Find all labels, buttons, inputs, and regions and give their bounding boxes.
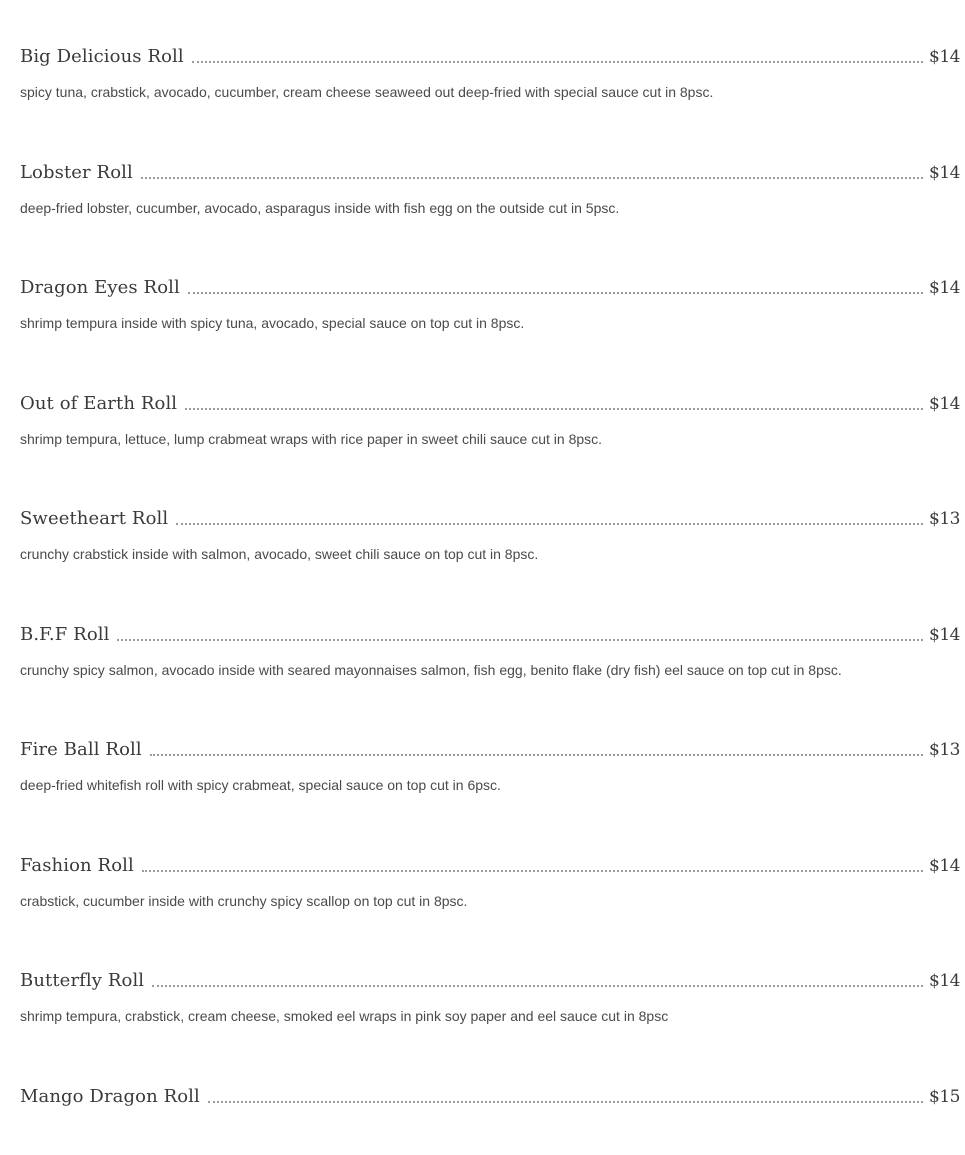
menu-item — [20, 1040, 960, 1155]
dotted-leader — [150, 754, 923, 756]
menu-item — [20, 0, 960, 116]
menu-item-name: Fire Ball Roll — [20, 739, 142, 761]
menu-item-price: $15 — [929, 1086, 960, 1108]
menu-item-name: Mango Dragon Roll — [20, 1086, 200, 1108]
menu-item-header — [20, 42, 960, 68]
menu-item-price: $13 — [929, 739, 960, 761]
menu-item — [20, 578, 960, 694]
menu-item — [20, 809, 960, 925]
dotted-leader — [192, 61, 923, 63]
dotted-leader — [185, 408, 923, 410]
menu-item-header — [20, 1082, 960, 1108]
menu-item-price: $14 — [929, 624, 960, 646]
menu-item-name: Dragon Eyes Roll — [20, 277, 180, 299]
menu-item — [20, 116, 960, 232]
menu-item-name: B.F.F Roll — [20, 624, 109, 646]
menu-item-header — [20, 620, 960, 646]
menu-item-name: Sweetheart Roll — [20, 508, 168, 530]
menu-item — [20, 231, 960, 347]
menu-item — [20, 924, 960, 1040]
dotted-leader — [117, 639, 923, 641]
menu-item-price: $14 — [929, 970, 960, 992]
menu-item-price: $14 — [929, 393, 960, 415]
menu-item-header — [20, 851, 960, 877]
dotted-leader — [142, 870, 923, 872]
menu-item-price: $14 — [929, 855, 960, 877]
dotted-leader — [188, 292, 923, 294]
menu-list — [20, 0, 960, 1155]
menu-item-header — [20, 504, 960, 530]
dotted-leader — [176, 523, 923, 525]
menu-item-name: Butterfly Roll — [20, 970, 144, 992]
menu-item — [20, 462, 960, 578]
menu-item-description: shrimp tempura inside with spicy tuna, avocado, special sauce on top cut in 8psc. — [20, 314, 960, 332]
menu-item-description: crunchy spicy salmon, avocado inside with seared mayonnaises salmon, fish egg, benito flake (dry fish) eel sauce on top cut in 8psc. — [20, 661, 960, 679]
menu-item-name: Out of Earth Roll — [20, 393, 177, 415]
menu-item — [20, 693, 960, 809]
dotted-leader — [141, 177, 923, 179]
menu-item-price: $14 — [929, 277, 960, 299]
menu-item-header — [20, 966, 960, 992]
menu-item-header — [20, 735, 960, 761]
menu-item-price: $14 — [929, 162, 960, 184]
dotted-leader — [208, 1101, 923, 1103]
menu-item-description: deep-fried whitefish roll with spicy crabmeat, special sauce on top cut in 6psc. — [20, 776, 960, 794]
dotted-leader — [152, 985, 923, 987]
menu-item — [20, 347, 960, 463]
menu-item-name: Lobster Roll — [20, 162, 133, 184]
menu-item-description: deep-fried lobster, cucumber, avocado, asparagus inside with fish egg on the outside cut in 5psc. — [20, 199, 960, 217]
menu-item-description: shrimp tempura, crabstick, cream cheese, smoked eel wraps in pink soy paper and eel sauce cut in 8psc — [20, 1007, 960, 1025]
menu-item-name: Big Delicious Roll — [20, 46, 184, 68]
menu-item-header — [20, 389, 960, 415]
menu-item-header — [20, 273, 960, 299]
menu-item-name: Fashion Roll — [20, 855, 134, 877]
menu-item-price: $13 — [929, 508, 960, 530]
menu-item-description: crunchy crabstick inside with salmon, avocado, sweet chili sauce on top cut in 8psc. — [20, 545, 960, 563]
menu-item-description: shrimp tempura, lettuce, lump crabmeat wraps with rice paper in sweet chili sauce cut in 8psc. — [20, 430, 960, 448]
menu-item-header — [20, 158, 960, 184]
menu-item-price: $14 — [929, 46, 960, 68]
menu-item-description: spicy tuna, crabstick, avocado, cucumber, cream cheese seaweed out deep-fried with special sauce cut in 8psc. — [20, 83, 960, 101]
menu-item-description: crabstick, cucumber inside with crunchy spicy scallop on top cut in 8psc. — [20, 892, 960, 910]
